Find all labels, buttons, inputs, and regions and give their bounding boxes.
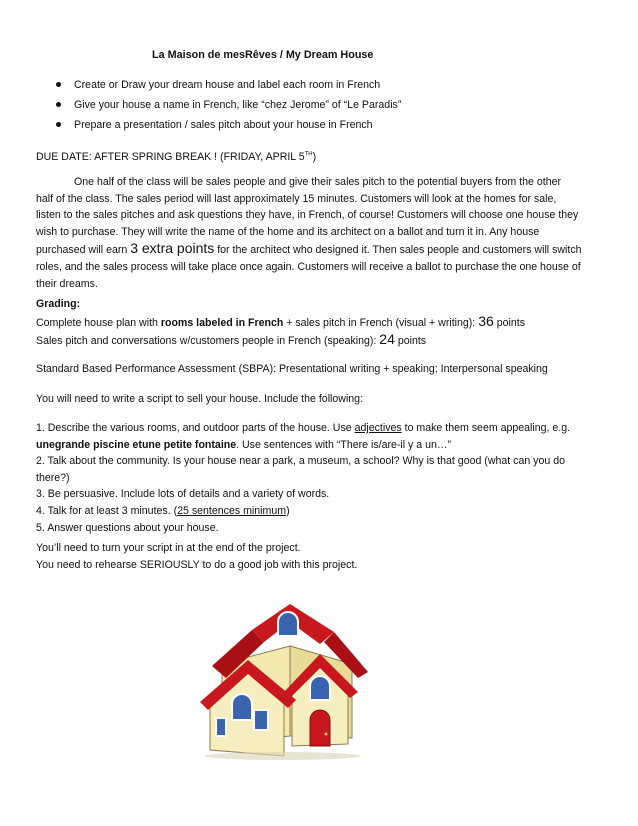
grading-heading: Grading:: [36, 298, 81, 310]
points-value: 36: [478, 312, 494, 329]
grading-section: Grading: Complete house plan with rooms labeled in French + sales pitch in French (visual + writing): 36 points Sales pitch and conversations w/customers people in French (speaking): 24 points: [36, 296, 606, 350]
list-item: Give your house a name in French, like “chez Jerome” of “Le Paradis”: [56, 98, 401, 118]
closing-notes: You’ll need to turn your script in at the end of the project. You need to rehearse SERIOUSLY to do a good job with this project.: [36, 542, 358, 571]
instruction-list: [56, 78, 401, 138]
list-item: Create or Draw your dream house and label each room in French: [56, 78, 401, 98]
intro-paragraph: One half of the class will be sales people and give their sales pitch to the potential buyers from the other half of the class. The sales period will last approximately 15 minutes. Customers will look at the homes for sale, listen to the sales pitches and ask questions they have, in French, of course! Customers will choose one house they wish to purchase. They will write the name of the home and its architect on a ballot and turn it in. Any house purchased will earn 3 extra points for the architect who designed it. Then sales people and customers will switch roles, and the sales process will take place once again. Customers will receive a ballot to purchase the one house of their dreams.: [36, 176, 582, 290]
script-steps: 1. Describe the various rooms, and outdoor parts of the house. Use adjectives to make them seem appealing, e.g. unegrande piscine etune petite fontaine. Use sentences with “There is/are-il y a un…” 2. Talk about the community. Is your house near a park, a museum, a school? Why is that good (what can you do there?) 3. Be persuasive. Include lots of details and a variety of words. 4. Talk for at least 3 minutes. (25 sentences minimum) 5. Answer questions about your house.: [36, 422, 571, 534]
due-date: DUE DATE: AFTER SPRING BREAK ! (FRIDAY, APRIL 5TH): [36, 151, 317, 163]
page-title: La Maison de mesRêves / My Dream House: [152, 49, 374, 61]
list-item: Prepare a presentation / sales pitch about your house in French: [56, 118, 401, 138]
script-intro: You will need to write a script to sell your house. Include the following:: [36, 393, 364, 405]
points-value: 24: [379, 331, 395, 348]
sbpa-line: Standard Based Performance Assessment (SBPA): Presentational writing + speaking; Interpersonal speaking: [36, 363, 548, 375]
extra-points: 3 extra points: [130, 240, 215, 257]
house-icon: [192, 586, 372, 766]
